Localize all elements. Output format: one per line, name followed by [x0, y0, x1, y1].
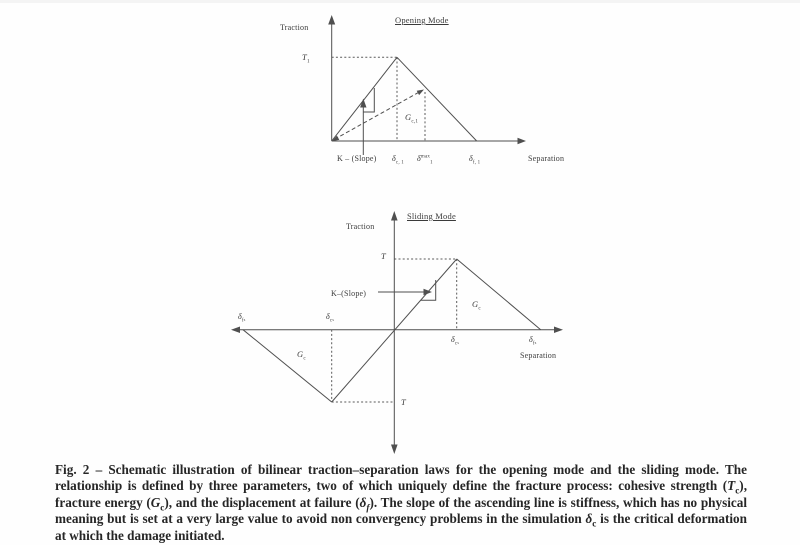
sliding-slope-label: K–(Slope): [331, 289, 367, 298]
sliding-mode-diagram: [220, 203, 580, 463]
sliding-slope-pointer-arrow: [378, 289, 432, 295]
opening-slope-label: K – (Slope): [337, 154, 377, 163]
opening-axis-arrowheads: [328, 15, 526, 144]
sliding-tick-critical-right: $\delta_{cs}$: [451, 335, 460, 347]
sliding-axis-arrowheads: [231, 211, 563, 454]
opening-traction-label: Traction: [280, 23, 309, 32]
sliding-fracture-energy-right-label: $G_c$: [472, 299, 481, 312]
sliding-axes: [239, 220, 555, 445]
opening-peak-traction-label: $T_1$: [302, 52, 310, 65]
sliding-bilinear-curve: [243, 259, 541, 402]
sliding-traction-label: Traction: [346, 222, 375, 231]
sliding-tick-critical-left: $\delta_{cs}$: [326, 312, 335, 324]
sliding-fracture-energy-left-label: $G_c$: [297, 349, 306, 362]
opening-tick-max: $\delta^{max}_1$: [417, 154, 433, 166]
sliding-title: Sliding Mode: [407, 211, 456, 221]
sliding-tick-failure-left: $\delta_{fs}$: [238, 312, 246, 324]
opening-slope-pointer-arrow: [360, 99, 366, 156]
opening-fracture-energy-label: $G_{c,1}$: [405, 112, 419, 125]
opening-slope-right-angle-marker: [363, 88, 374, 112]
opening-tick-critical: $\delta_{c, 1}$: [392, 154, 404, 166]
opening-title: Opening Mode: [395, 15, 449, 25]
figure-caption: Fig. 2 – Schematic illustration of bilinear traction–separation laws for the opening mode and the sliding mode. The relationship is defined by three parameters, two of which uniquely define the fracture process: cohesive strength $(T_c)$, fracture energy $(G_c)$, and the displacement at failure $(\delta_f)$. The slope of the ascending line is stiffness, which has no physical meaning but is set at a very large value to avoid non convergency problems in the simulation $\delta_c$ is the critical deformation at which the damage initiated.: [55, 462, 748, 543]
opening-guide-dotted-lines: [332, 57, 425, 141]
sliding-traction-pos-label: T: [381, 251, 386, 261]
sliding-separation-label: Separation: [520, 351, 557, 360]
sliding-traction-neg-label: T: [401, 397, 406, 407]
opening-separation-label: Separation: [528, 154, 565, 163]
sliding-tick-failure-right: $\delta_{fs}$: [529, 335, 537, 347]
opening-tick-failure: $\delta_{f, 1}$: [469, 154, 481, 166]
opening-mode-diagram: [230, 8, 560, 178]
